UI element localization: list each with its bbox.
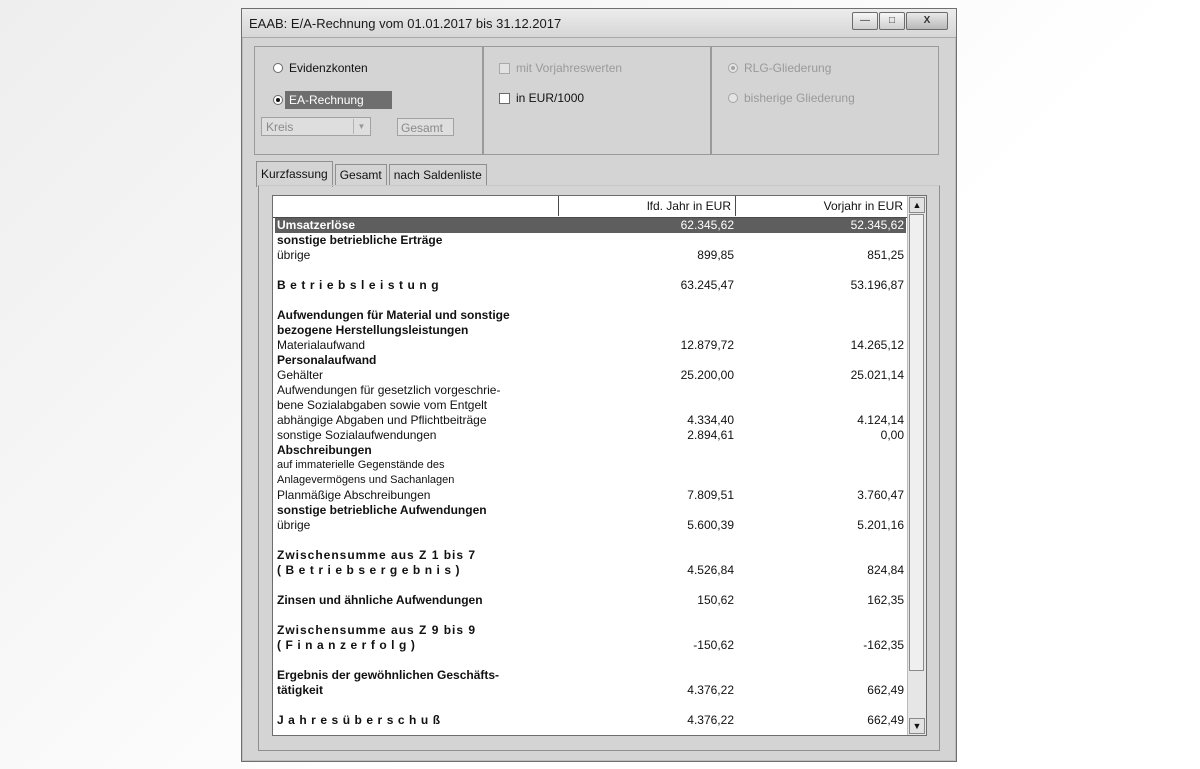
table-row[interactable] bbox=[275, 593, 906, 608]
row-label: Ergebnis der gewöhnlichen Geschäfts- bbox=[277, 668, 500, 682]
scroll-down-button[interactable]: ▼ bbox=[909, 718, 925, 734]
row-current: 62.345,62 bbox=[680, 218, 734, 232]
table-row[interactable] bbox=[275, 248, 906, 263]
in-eur-1000-checkbox[interactable] bbox=[499, 91, 584, 105]
table-row[interactable] bbox=[275, 638, 906, 653]
row-label: (Finanzerfolg) bbox=[277, 638, 420, 652]
rlg-gliederung-radio[interactable] bbox=[728, 61, 831, 75]
table-row[interactable] bbox=[275, 308, 906, 323]
header-label[interactable] bbox=[273, 196, 559, 216]
radio-on-icon bbox=[273, 95, 283, 105]
row-spacer bbox=[275, 608, 906, 623]
row-previous: 662,49 bbox=[867, 683, 904, 697]
row-label: übrige bbox=[277, 248, 311, 262]
radio-off-icon bbox=[728, 93, 738, 103]
row-previous: 662,49 bbox=[867, 713, 904, 727]
row-current: 7.809,51 bbox=[687, 488, 734, 502]
row-spacer bbox=[275, 263, 906, 278]
table-row[interactable] bbox=[275, 713, 906, 728]
table-row[interactable] bbox=[275, 503, 906, 518]
vertical-scrollbar[interactable] bbox=[907, 196, 926, 735]
bisherige-gliederung-label: bisherige Gliederung bbox=[744, 91, 855, 105]
row-previous: 4.124,14 bbox=[857, 413, 904, 427]
row-previous: -162,35 bbox=[863, 638, 904, 652]
rlg-gliederung-label: RLG-Gliederung bbox=[744, 61, 832, 75]
row-label: Gehälter bbox=[277, 368, 324, 382]
row-label: Umsatzerlöse bbox=[277, 218, 356, 232]
row-previous: 824,84 bbox=[867, 563, 904, 577]
table-row[interactable] bbox=[275, 398, 906, 413]
table-rows bbox=[275, 218, 906, 728]
row-label: sonstige betriebliche Erträge bbox=[277, 233, 443, 247]
table-row[interactable] bbox=[275, 413, 906, 428]
row-current: 4.376,22 bbox=[687, 713, 734, 727]
row-label: sonstige betriebliche Aufwendungen bbox=[277, 503, 487, 517]
title-bar[interactable] bbox=[242, 9, 956, 38]
tab-gesamt[interactable]: Gesamt bbox=[335, 164, 387, 186]
gesamt-field-value: Gesamt bbox=[401, 121, 444, 135]
tab-panel bbox=[258, 185, 940, 751]
ea-rechnung-window bbox=[241, 8, 957, 762]
table-row[interactable] bbox=[275, 473, 906, 488]
table-row[interactable] bbox=[275, 548, 906, 563]
row-spacer bbox=[275, 578, 906, 593]
checkbox-icon bbox=[499, 93, 510, 104]
row-label: tätigkeit bbox=[277, 683, 324, 697]
row-label: Anlagevermögens und Sachanlagen bbox=[277, 474, 455, 486]
row-label: bezogene Herstellungsleistungen bbox=[277, 323, 469, 337]
table-row[interactable] bbox=[275, 443, 906, 458]
row-previous: 52.345,62 bbox=[850, 218, 904, 232]
table-row[interactable] bbox=[275, 338, 906, 353]
table-row[interactable] bbox=[275, 488, 906, 503]
gesamt-field[interactable] bbox=[397, 118, 454, 136]
header-current-year[interactable]: lfd. Jahr in EUR bbox=[559, 196, 736, 216]
checkbox-icon bbox=[499, 63, 510, 74]
window-title: EAAB: E/A-Rechnung vom 01.01.2017 bis 31.12.2017 bbox=[249, 16, 562, 31]
tab-kurzfassung[interactable]: Kurzfassung bbox=[256, 161, 333, 187]
tab-nach-saldenliste[interactable]: nach Saldenliste bbox=[389, 164, 487, 186]
row-previous: 851,25 bbox=[867, 248, 904, 262]
row-current: 4.376,22 bbox=[687, 683, 734, 697]
row-label: (Betriebsergebnis) bbox=[277, 563, 465, 577]
row-label: Zwischensumme aus Z 1 bis 7 bbox=[277, 548, 477, 562]
row-current: 4.334,40 bbox=[687, 413, 734, 427]
row-label: Betriebsleistung bbox=[277, 278, 444, 292]
row-label: Personalaufwand bbox=[277, 353, 377, 367]
table-row[interactable] bbox=[275, 218, 906, 233]
row-current: 25.200,00 bbox=[680, 368, 734, 382]
header-previous-year[interactable]: Vorjahr in EUR bbox=[736, 196, 908, 216]
row-current: 899,85 bbox=[697, 248, 734, 262]
kreis-select[interactable] bbox=[261, 117, 371, 136]
table-row[interactable] bbox=[275, 233, 906, 248]
window-controls bbox=[851, 12, 948, 30]
radio-on-icon bbox=[728, 63, 738, 73]
row-previous: 14.265,12 bbox=[850, 338, 904, 352]
mit-vorjahreswerten-checkbox[interactable] bbox=[499, 61, 622, 75]
row-previous: 25.021,14 bbox=[850, 368, 904, 382]
radio-off-icon bbox=[273, 63, 283, 73]
row-current: 12.879,72 bbox=[680, 338, 734, 352]
row-previous: 53.196,87 bbox=[850, 278, 904, 292]
table-row[interactable] bbox=[275, 368, 906, 383]
row-label: Abschreibungen bbox=[277, 443, 372, 457]
evidenzkonten-label: Evidenzkonten bbox=[289, 61, 368, 75]
row-spacer bbox=[275, 533, 906, 548]
row-previous: 3.760,47 bbox=[857, 488, 904, 502]
tab-bar bbox=[256, 162, 489, 186]
in-eur-1000-label: in EUR/1000 bbox=[516, 91, 585, 105]
row-current: 2.894,61 bbox=[687, 428, 734, 442]
close-button[interactable]: X bbox=[906, 12, 948, 30]
row-spacer bbox=[275, 653, 906, 668]
table-row[interactable] bbox=[275, 428, 906, 443]
table-row[interactable] bbox=[275, 353, 906, 368]
table-row[interactable] bbox=[275, 563, 906, 578]
ea-rechnung-radio[interactable] bbox=[273, 91, 392, 109]
row-spacer bbox=[275, 698, 906, 713]
table-row[interactable] bbox=[275, 668, 906, 683]
row-current: 63.245,47 bbox=[680, 278, 734, 292]
row-label: Zinsen und ähnliche Aufwendungen bbox=[277, 593, 483, 607]
table-row[interactable] bbox=[275, 518, 906, 533]
kreis-select-value: Kreis bbox=[266, 120, 294, 134]
row-current: 4.526,84 bbox=[687, 563, 734, 577]
table-row[interactable] bbox=[275, 323, 906, 338]
row-label: Planmäßige Abschreibungen bbox=[277, 488, 431, 502]
row-label: Zwischensumme aus Z 9 bis 9 bbox=[277, 623, 477, 637]
mit-vorjahreswerten-label: mit Vorjahreswerten bbox=[516, 61, 623, 75]
bisherige-gliederung-radio[interactable] bbox=[728, 91, 855, 105]
row-current: -150,62 bbox=[693, 638, 734, 652]
row-label: Aufwendungen für gesetzlich vorgeschrie- bbox=[277, 383, 501, 397]
table-row[interactable] bbox=[275, 383, 906, 398]
row-label: auf immaterielle Gegenstände des bbox=[277, 459, 445, 471]
row-label: Jahresüberschuß bbox=[277, 713, 445, 727]
row-label: sonstige Sozialaufwendungen bbox=[277, 428, 437, 442]
scroll-thumb[interactable] bbox=[909, 214, 924, 671]
row-previous: 0,00 bbox=[880, 428, 904, 442]
row-label: bene Sozialabgaben sowie vom Entgelt bbox=[277, 398, 488, 412]
table-row[interactable] bbox=[275, 683, 906, 698]
row-current: 5.600,39 bbox=[687, 518, 734, 532]
evidenzkonten-radio[interactable] bbox=[273, 61, 368, 75]
row-spacer bbox=[275, 293, 906, 308]
row-label: abhängige Abgaben und Pflichtbeiträge bbox=[277, 413, 487, 427]
row-label: übrige bbox=[277, 518, 311, 532]
scroll-up-button[interactable]: ▲ bbox=[909, 197, 925, 213]
report-table[interactable] bbox=[272, 195, 927, 736]
row-label: Aufwendungen für Material und sonstige bbox=[277, 308, 510, 322]
row-previous: 5.201,16 bbox=[857, 518, 904, 532]
minimize-button[interactable]: — bbox=[852, 12, 878, 30]
table-header bbox=[273, 196, 908, 218]
row-current: 150,62 bbox=[697, 593, 734, 607]
row-label: Materialaufwand bbox=[277, 338, 366, 352]
table-row[interactable] bbox=[275, 278, 906, 293]
table-row[interactable] bbox=[275, 623, 906, 638]
maximize-button[interactable]: □ bbox=[879, 12, 905, 30]
chevron-down-icon: ▼ bbox=[353, 119, 369, 134]
ea-rechnung-label: EA-Rechnung bbox=[285, 91, 392, 109]
row-previous: 162,35 bbox=[867, 593, 904, 607]
table-row[interactable] bbox=[275, 458, 906, 473]
